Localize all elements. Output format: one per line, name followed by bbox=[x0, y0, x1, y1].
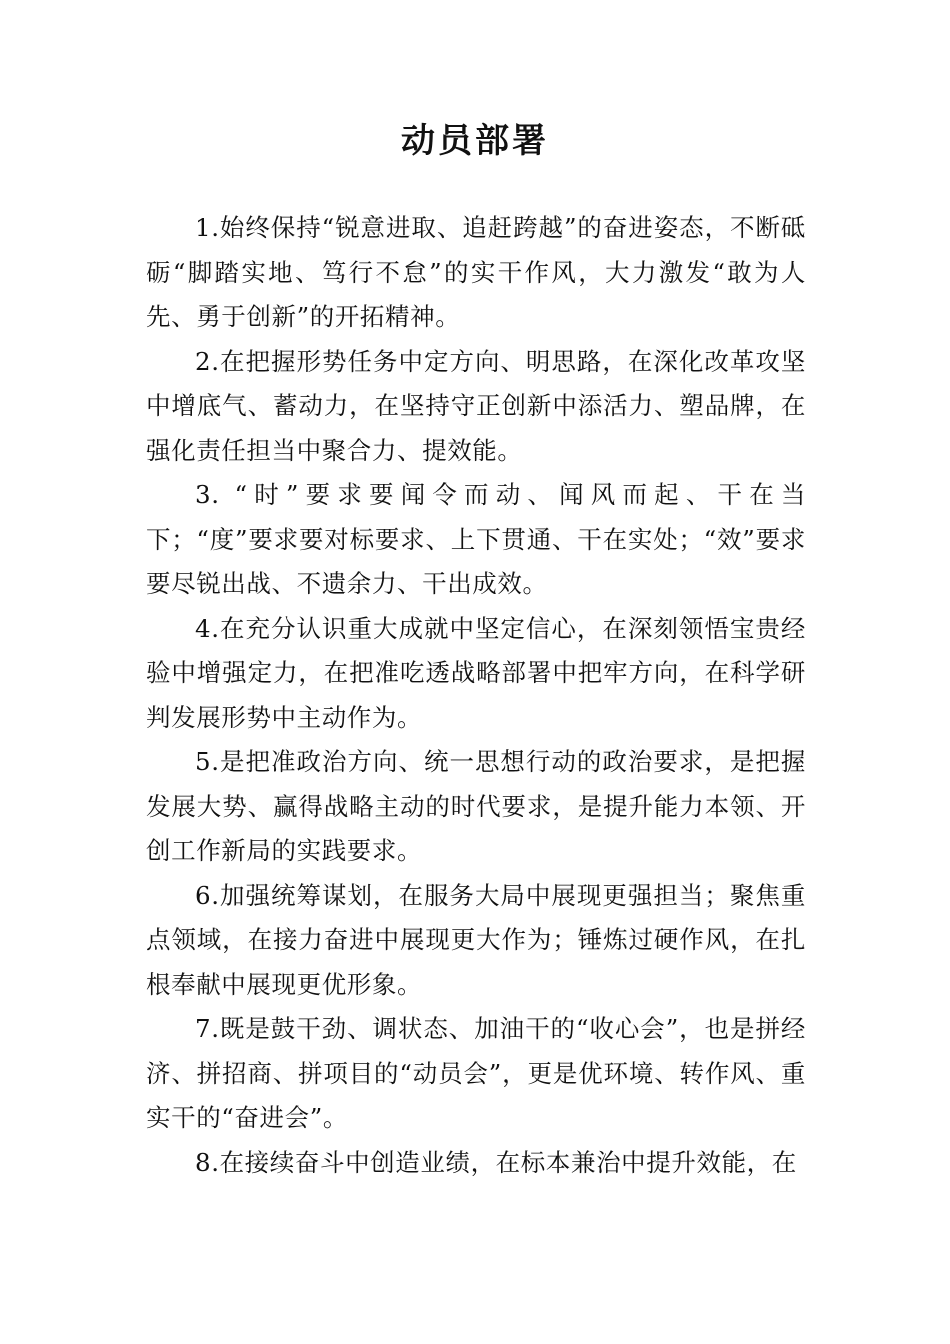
paragraph-4: 4.在充分认识重大成就中坚定信心，在深刻领悟宝贵经验中增强定力，在把准吃透战略部署中把牢方向，在科学研判发展形势中主动作为。 bbox=[146, 613, 806, 732]
paragraph-3: 3. “时”要求要闻令而动、闻风而起、干在当下；“度”要求要对标要求、上下贯通、干在实处；“效”要求要尽锐出战、不遗余力、干出成效。 bbox=[146, 480, 806, 598]
paragraph-5: 5.是把准政治方向、统一思想行动的政治要求，是把握发展大势、赢得战略主动的时代要求，是提升能力本领、开创工作新局的实践要求。 bbox=[146, 747, 806, 865]
paragraph-7: 7.既是鼓干劲、调状态、加油干的“收心会”，也是拼经济、拼招商、拼项目的“动员会”，更是优环境、转作风、重实干的“奋进会”。 bbox=[146, 1014, 806, 1132]
paragraph-6: 6.加强统筹谋划，在服务大局中展现更强担当；聚焦重点领域，在接力奋进中展现更大作为；锤炼过硬作风，在扎根奉献中展现更优形象。 bbox=[146, 880, 806, 999]
paragraph-2: 2.在把握形势任务中定方向、明思路，在深化改革攻坚中增底气、蓄动力，在坚持守正创新中添活力、塑品牌，在强化责任担当中聚合力、提效能。 bbox=[146, 346, 806, 465]
paragraph-8: 8.在接续奋斗中创造业绩，在标本兼治中提升效能，在 bbox=[195, 1147, 797, 1177]
paragraph-1: 1.始终保持“锐意进取、追赶跨越”的奋进姿态，不断砥砺“脚踏实地、笃行不怠”的实干作风，大力激发“敢为人先、勇于创新”的开拓精神。 bbox=[146, 213, 806, 331]
page-title: 动员部署 bbox=[401, 121, 549, 161]
document-body bbox=[146, 206, 806, 1185]
